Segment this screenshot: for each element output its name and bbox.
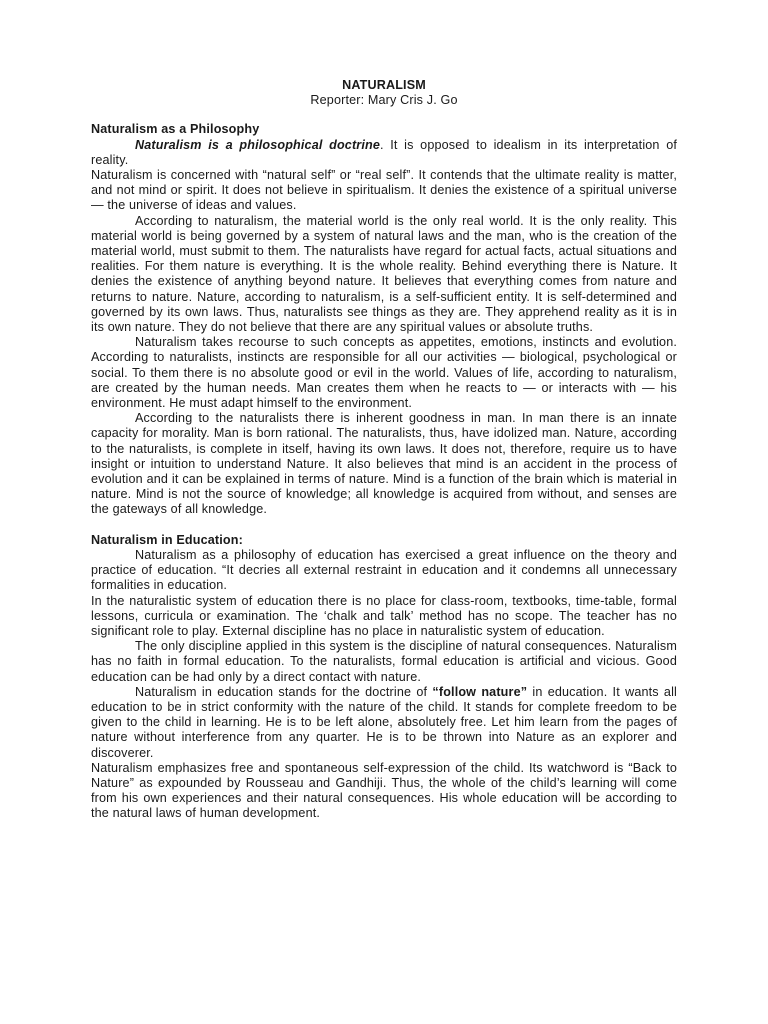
emphasis-text: Naturalism is a philosophical doctrine (135, 137, 380, 152)
spacer (91, 518, 677, 533)
section-heading-education: Naturalism in Education: (91, 532, 243, 547)
document-title: NATURALISM (342, 78, 426, 92)
paragraph (91, 138, 677, 168)
document-reporter: Reporter: Mary Cris J. Go (310, 93, 458, 108)
paragraph: Naturalism as a philosophy of education has exercised a great influence on the theory and practice of education. “It decries all external restraint in education and it condemns all unnecessary formalities in education. (91, 547, 677, 593)
paragraph: The only discipline applied in this system is the discipline of natural consequences. Naturalism has no faith in formal education. To the naturalists, formal education is artificial and vicious. Good education can be had only by a direct contact with nature. (91, 639, 677, 684)
section-heading-philosophy: Naturalism as a Philosophy (91, 122, 260, 137)
paragraph: Naturalism is concerned with “natural self” or “real self”. It contends that the ultimate reality is matter, and not mind or spirit. It does not believe in spiritualism. It denies the existence of a spiritual universe — the universe of ideas and values. (91, 168, 677, 213)
paragraph: In the naturalistic system of education there is no place for class-room, textbooks, time-table, formal lessons, curricula or examination. The ‘chalk and talk’ method has no scope. The teacher has no significant role to play. External discipline has no place in naturalistic system of education. (91, 593, 677, 638)
paragraph-text: Naturalism in education stands for the doctrine of (135, 684, 433, 699)
emphasis-text: “follow nature” (432, 684, 528, 699)
paragraph-text: . It is opposed to idealism in its interpretation of reality. (91, 137, 677, 167)
paragraph: According to naturalism, the material world is the only real world. It is the only reality. This material world is being governed by a system of natural laws and the man, who is the creation of the material world, must submit to them. The naturalists have regard for actual facts, actual situations and realities. For them nature is everything. It is the whole reality. Behind everything there is Nature. It denies the existence of anything beyond nature. It believes that everything comes from nature and returns to nature. Nature, according to naturalism, is a self-sufficient entity. It is self-determined and governed by its own laws. Thus, naturalists see things as they are. They apprehend reality as it is in its own nature. They do not believe that there are any spiritual values or absolute truths. (91, 213, 677, 335)
paragraph: Naturalism takes recourse to such concepts as appetites, emotions, instincts and evolution. According to naturalists, instincts are responsible for all our activities — biological, psychological or social. To them there is no absolute good or evil in the world. Values of life, according to naturalism, are created by the human needs. Man creates them when he reacts to — or interacts with — his environment. He must adapt himself to the environment. (91, 335, 677, 411)
document-page (91, 78, 677, 822)
paragraph (91, 685, 677, 761)
paragraph-text: in education. It wants all education to be in strict conformity with the nature of the child. It stands for complete freedom to be given to the child in learning. He is to be left alone, absolutely free. Let him learn from the pages of nature without interference from any quarter. He is to be thrown into Nature as an explorer and discoverer. (91, 684, 677, 760)
paragraph: According to the naturalists there is inherent goodness in man. In man there is an innate capacity for morality. Man is born rational. The naturalists, thus, have idolized man. Nature, according to the naturalists, is complete in itself, having its own laws. It does not, therefore, require us to have insight or intuition to understand Nature. It also believes that mind is an accident in the process of evolution and it can be explained in terms of nature. Mind is a function of the brain which is material in nature. Mind is not the source of knowledge; all knowledge is acquired from without, and senses are the gateways of all knowledge. (91, 411, 677, 517)
paragraph: Naturalism emphasizes free and spontaneous self-expression of the child. Its watchword is “Back to Nature” as expounded by Rousseau and Gandhiji. Thus, the whole of the child’s learning will come from his own experiences and their natural consequences. His whole education will be according to the natural laws of human development. (91, 760, 677, 821)
